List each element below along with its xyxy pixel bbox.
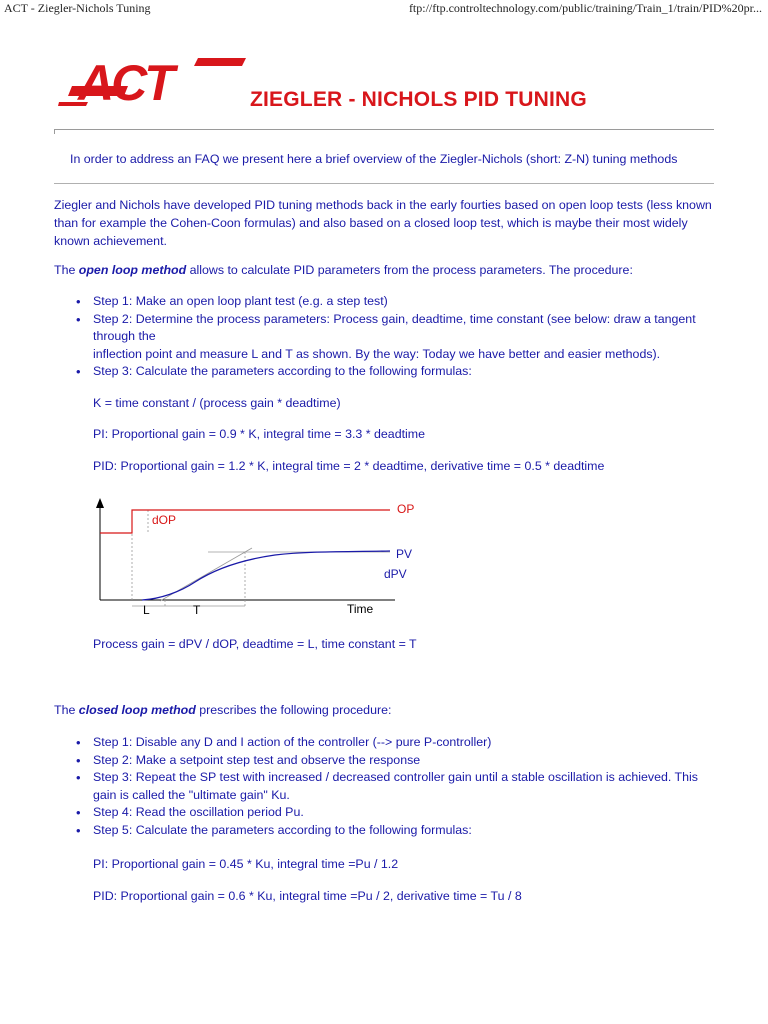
- closed-loop-term: closed loop method: [78, 703, 196, 717]
- open-loop-term: open loop method: [78, 263, 187, 277]
- op-label: OP: [397, 502, 415, 516]
- closed-loop-steps: [54, 734, 713, 840]
- open-loop-rest: allows to calculate PID parameters from the process parameters. The procedure:: [186, 263, 633, 277]
- closed-loop-intro: [54, 701, 724, 719]
- list-item: [54, 311, 713, 346]
- formula-k: K = time constant / (process gain * deadtime): [93, 396, 341, 410]
- page-title: ZIEGLER - NICHOLS PID TUNING: [250, 88, 587, 111]
- formula-pi-open: PI: Proportional gain = 0.9 * K, integral time = 3.3 * deadtime: [93, 427, 425, 441]
- list-item: • Step 1: Make an open loop plant test (e.g. a step test): [54, 293, 713, 311]
- history-paragraph: Ziegler and Nichols have developed PID tuning methods back in the early fourties based on open loop tests (less known than for example the Cohen-Coon formulas) and also based on a closed loop test, which is maybe their most widely known achievement.: [54, 198, 712, 248]
- open-loop-steps: [54, 293, 713, 381]
- list-item: • Step 4: Read the oscillation period Pu.: [54, 804, 713, 822]
- l-label: L: [143, 603, 150, 617]
- closed-loop-lead: The: [54, 703, 79, 717]
- intro-divider: [54, 183, 714, 184]
- y-axis-arrow: [96, 498, 104, 508]
- dop-label: dOP: [152, 513, 177, 527]
- act-logo: [58, 52, 246, 106]
- list-item: • Step 3: Calculate the parameters according to the following formulas:: [54, 363, 713, 381]
- dpv-label: dPV: [384, 567, 407, 581]
- process-gain-note: Process gain = dPV / dOP, deadtime = L, time constant = T: [93, 637, 417, 651]
- closed-loop-rest: prescribes the following procedure:: [195, 703, 392, 717]
- open-loop-intro: [54, 261, 724, 279]
- time-label: Time: [347, 602, 374, 616]
- print-header-url: ftp://ftp.controltechnology.com/public/training/Train_1/train/PID%20pr...: [408, 1, 762, 15]
- pv-curve: [142, 551, 390, 600]
- formula-pid-closed: PID: Proportional gain = 0.6 * Ku, integral time =Pu / 2, derivative time = Tu / 8: [93, 889, 522, 903]
- formula-pi-closed: PI: Proportional gain = 0.45 * Ku, integral time =Pu / 1.2: [93, 857, 399, 871]
- formula-pid-open: PID: Proportional gain = 1.2 * K, integral time = 2 * deadtime, derivative time = 0.5 * deadtime: [93, 459, 605, 473]
- list-item: • Step 3: Repeat the SP test with increased / decreased controller gain until a stable oscillation is achieved. This gain is called the "ultimate gain" Ku.: [54, 769, 713, 804]
- list-item: • Step 1: Disable any D and I action of the controller (--> pure P-controller): [54, 734, 713, 752]
- list-item: • Step 2: Make a setpoint step test and observe the response: [54, 752, 713, 770]
- list-item: • Step 5: Calculate the parameters according to the following formulas:: [54, 822, 713, 840]
- print-header-title: ACT - Ziegler-Nichols Tuning: [4, 1, 151, 15]
- pv-label: PV: [396, 547, 413, 561]
- step-response-diagram: [90, 496, 430, 626]
- print-header: [0, 0, 768, 18]
- intro-text: In order to address an FAQ we present here a brief overview of the Ziegler-Nichols (short: Z-N) tuning methods: [70, 152, 678, 166]
- open-loop-lead: The: [54, 263, 79, 277]
- op-line: [100, 510, 390, 533]
- t-label: T: [193, 603, 201, 617]
- title-divider: [54, 129, 714, 130]
- list-item-continuation: inflection point and measure L and T as shown. By the way: Today we have better and easier methods).: [93, 346, 661, 361]
- act-logo-text: ACT: [78, 55, 172, 106]
- step-2-text: Step 2: Determine the process parameters: Process gain, deadtime, time constant (see below: draw a tangent through the: [93, 311, 696, 344]
